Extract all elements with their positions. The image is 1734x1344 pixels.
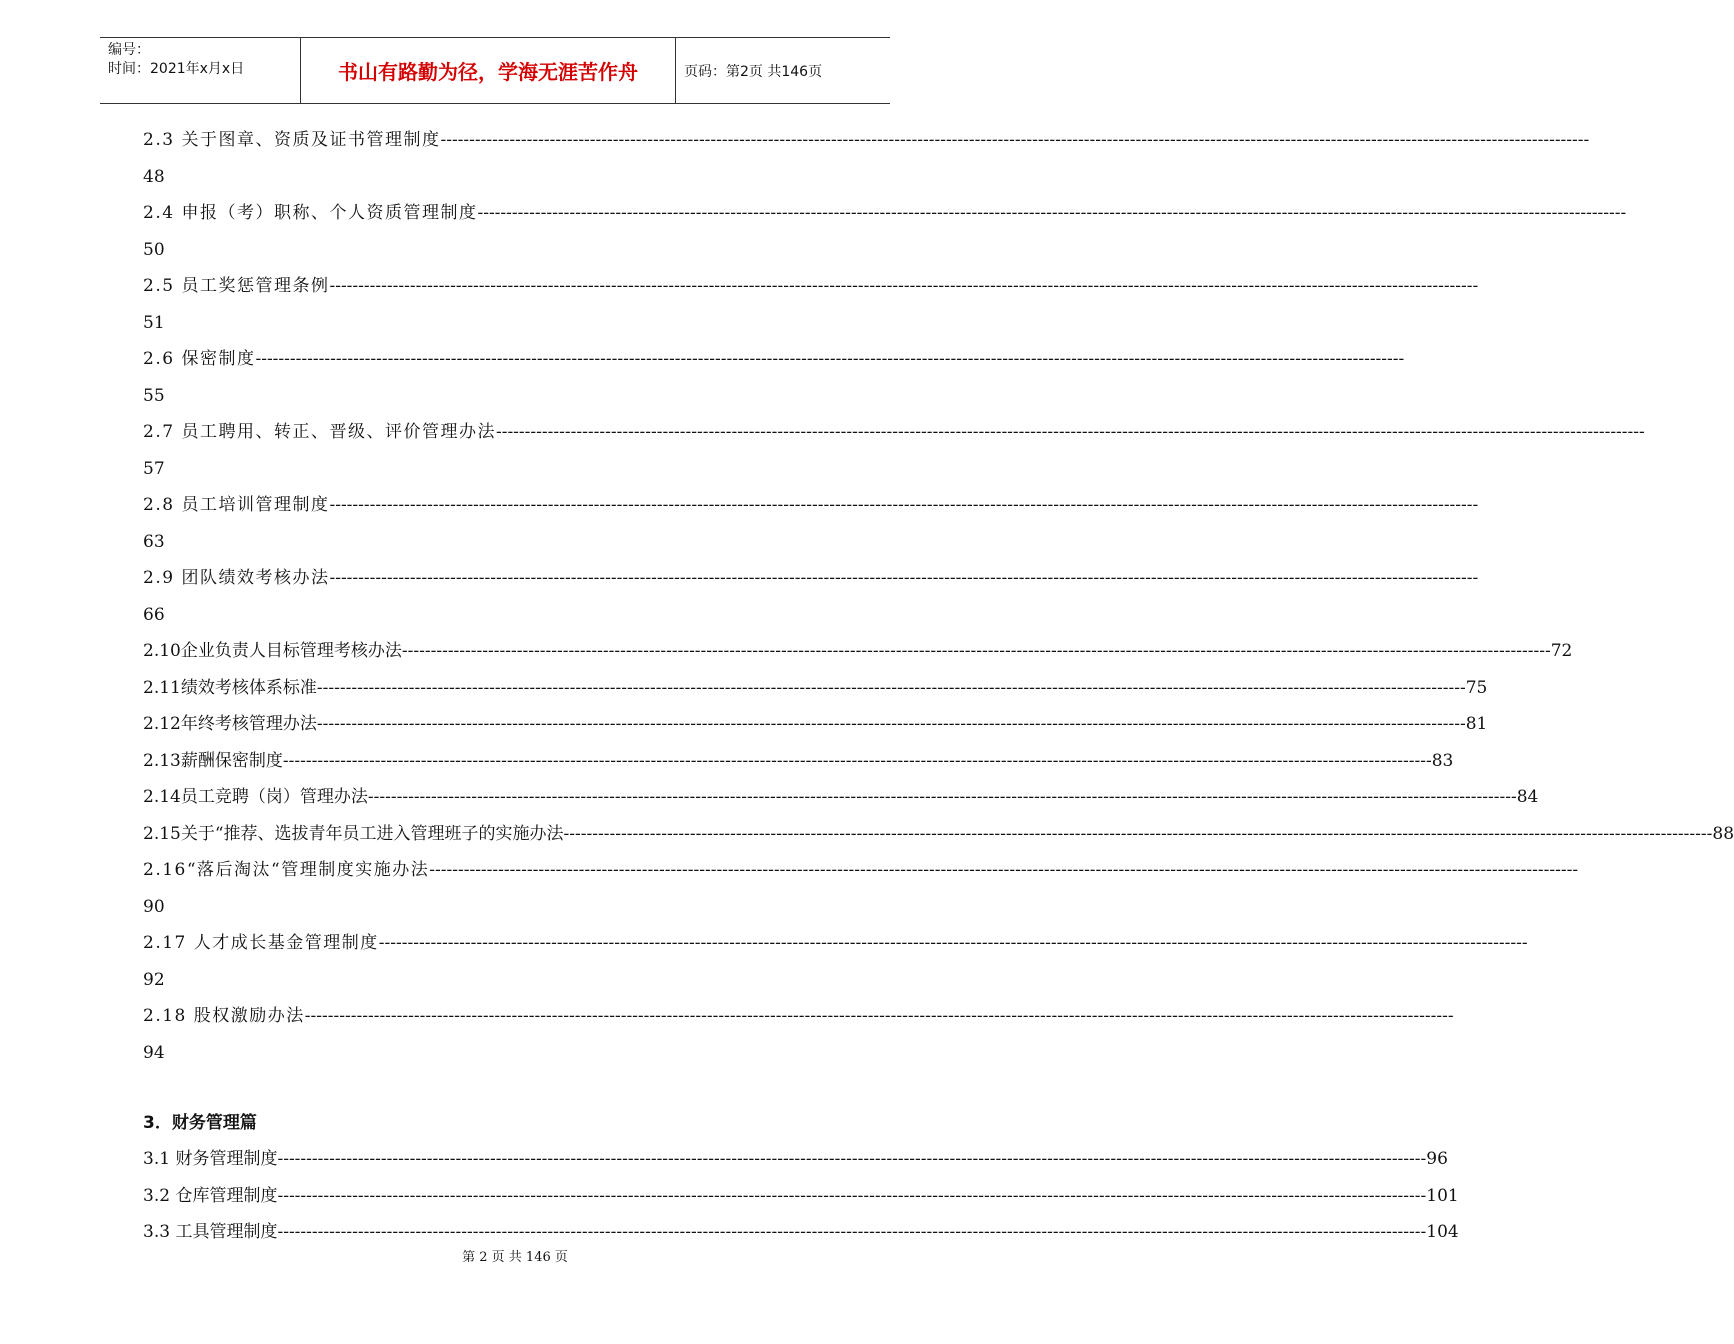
toc-entry-page: 92 (143, 969, 165, 990)
dot-leader: -------------------------------------------------------------------------------------------------------------------------------------------------------------------------------------------------------- (277, 1222, 1427, 1242)
toc-entry-page: 101 (1426, 1185, 1459, 1206)
toc-entry-label: 2.3 关于图章、资质及证书管理制度 (143, 130, 441, 150)
toc-entry-label: 2.8 员工培训管理制度 (143, 495, 330, 515)
toc-entry-label: 2.7 员工聘用、转正、晋级、评价管理办法 (143, 422, 496, 442)
toc-entry-label: 2.16“落后淘汰“管理制度实施办法 (143, 860, 430, 880)
toc-entry[interactable] (143, 852, 1579, 889)
toc-entry[interactable] (143, 268, 1479, 305)
dot-leader: -------------------------------------------------------------------------------------------------------------------------------------------------------------------------------------------------------- (282, 750, 1432, 771)
toc-entry-page: 48 (143, 166, 165, 187)
dot-leader: -------------------------------------------------------------------------------------------------------------------------------------------------------------------------------------------------------- (316, 714, 1466, 734)
toc-entry[interactable] (143, 560, 1479, 597)
dot-leader: -------------------------------------------------------------------------------------------------------------------------------------------------------------------------------------------------------- (367, 787, 1517, 807)
time-label: 时间：2021年x月x日 (108, 61, 245, 77)
section-3-title: 3．财务管理篇 (143, 1113, 257, 1133)
dot-leader: -------------------------------------------------------------------------------------------------------------------------------------------------------------------------------------------------------- (440, 130, 1590, 150)
toc-entry[interactable] (143, 925, 1528, 962)
toc-entry[interactable] (143, 341, 1405, 378)
toc-entry-label: 2.18 股权激励办法 (143, 1006, 305, 1026)
toc-entry-page: 57 (143, 458, 165, 479)
toc-entry-label: 2.11绩效考核体系标准 (143, 677, 317, 698)
toc-entry-label: 2.9 团队绩效考核办法 (143, 568, 330, 588)
toc-entry[interactable] (143, 1178, 1459, 1215)
dot-leader: -------------------------------------------------------------------------------------------------------------------------------------------------------------------------------------------------------- (429, 860, 1579, 880)
toc-entry-label: 3.1 财务管理制度 (143, 1149, 278, 1169)
toc-entry-page: 51 (143, 312, 165, 333)
toc-entry-label: 3.3 工具管理制度 (143, 1222, 278, 1242)
toc-entry-label: 2.13薪酬保密制度 (143, 750, 283, 771)
toc-entry-page: 50 (143, 239, 165, 260)
toc-entry-label: 2.5 员工奖惩管理条例 (143, 276, 330, 296)
toc-entry-page: 55 (143, 385, 165, 406)
dot-leader: -------------------------------------------------------------------------------------------------------------------------------------------------------------------------------------------------------- (563, 823, 1713, 844)
toc-entry[interactable] (143, 706, 1488, 743)
toc-entry[interactable] (143, 414, 1645, 451)
toc-entry[interactable] (143, 743, 1454, 780)
toc-entry-label: 2.4 申报（考）职称、个人资质管理制度 (143, 203, 478, 223)
toc-entry-page: 63 (143, 531, 165, 552)
toc-entry-label: 2.15关于“推荐、选拔青年员工进入管理班子的实施办法 (143, 823, 564, 844)
toc-entry-page: 75 (1465, 677, 1488, 698)
toc-entry-page: 94 (143, 1042, 165, 1063)
dot-leader: -------------------------------------------------------------------------------------------------------------------------------------------------------------------------------------------------------- (378, 933, 1528, 953)
toc-entry[interactable] (143, 633, 1573, 670)
toc-entry-page: 88 (1712, 823, 1734, 844)
toc-entry-label: 2.10企业负责人目标管理考核办法 (143, 641, 402, 661)
toc-entry-label: 2.12年终考核管理办法 (143, 714, 317, 734)
page-header (100, 37, 890, 104)
toc-entry[interactable] (143, 122, 1590, 159)
toc-entry[interactable] (143, 816, 1734, 853)
dot-leader: -------------------------------------------------------------------------------------------------------------------------------------------------------------------------------------------------------- (304, 1006, 1454, 1026)
header-motto: 书山有路勤为径，学海无涯苦作舟 (301, 38, 676, 103)
number-label: 编号： (108, 42, 150, 58)
toc-entry[interactable] (143, 998, 1454, 1035)
header-page-info: 页码：第2页 共146页 (684, 63, 823, 80)
toc-entry-label: 3.2 仓库管理制度 (143, 1185, 278, 1206)
dot-leader: -------------------------------------------------------------------------------------------------------------------------------------------------------------------------------------------------------- (329, 568, 1479, 588)
dot-leader: -------------------------------------------------------------------------------------------------------------------------------------------------------------------------------------------------------- (401, 641, 1551, 661)
toc-entry-page: 66 (143, 604, 165, 625)
toc-entry-label: 2.6 保密制度 (143, 349, 256, 369)
dot-leader: -------------------------------------------------------------------------------------------------------------------------------------------------------------------------------------------------------- (255, 349, 1405, 369)
dot-leader: -------------------------------------------------------------------------------------------------------------------------------------------------------------------------------------------------------- (495, 422, 1645, 442)
dot-leader: -------------------------------------------------------------------------------------------------------------------------------------------------------------------------------------------------------- (477, 203, 1627, 223)
toc-entry-page: 96 (1426, 1149, 1448, 1169)
toc-entry-label: 2.14员工竞聘（岗）管理办法 (143, 787, 368, 807)
dot-leader: -------------------------------------------------------------------------------------------------------------------------------------------------------------------------------------------------------- (277, 1185, 1427, 1206)
header-meta (100, 38, 301, 103)
toc-entry-page: 72 (1550, 641, 1573, 661)
toc-entry[interactable] (143, 1141, 1448, 1178)
dot-leader: -------------------------------------------------------------------------------------------------------------------------------------------------------------------------------------------------------- (277, 1149, 1427, 1169)
toc-entry[interactable] (143, 670, 1488, 707)
dot-leader: -------------------------------------------------------------------------------------------------------------------------------------------------------------------------------------------------------- (329, 276, 1479, 296)
toc-entry-label: 2.17 人才成长基金管理制度 (143, 933, 379, 953)
toc-entry-page: 90 (143, 896, 165, 917)
dot-leader: -------------------------------------------------------------------------------------------------------------------------------------------------------------------------------------------------------- (329, 495, 1479, 515)
toc-entry[interactable] (143, 487, 1479, 524)
page-footer: 第 2 页 共 146 页 (462, 1250, 568, 1265)
table-of-contents (143, 122, 1734, 1251)
toc-entry-page: 83 (1431, 750, 1454, 771)
toc-entry[interactable] (143, 195, 1627, 232)
toc-entry-page: 84 (1516, 787, 1539, 807)
toc-entry-page: 104 (1426, 1222, 1459, 1242)
dot-leader: -------------------------------------------------------------------------------------------------------------------------------------------------------------------------------------------------------- (316, 677, 1466, 698)
toc-entry-page: 81 (1465, 714, 1488, 734)
toc-entry[interactable] (143, 779, 1539, 816)
